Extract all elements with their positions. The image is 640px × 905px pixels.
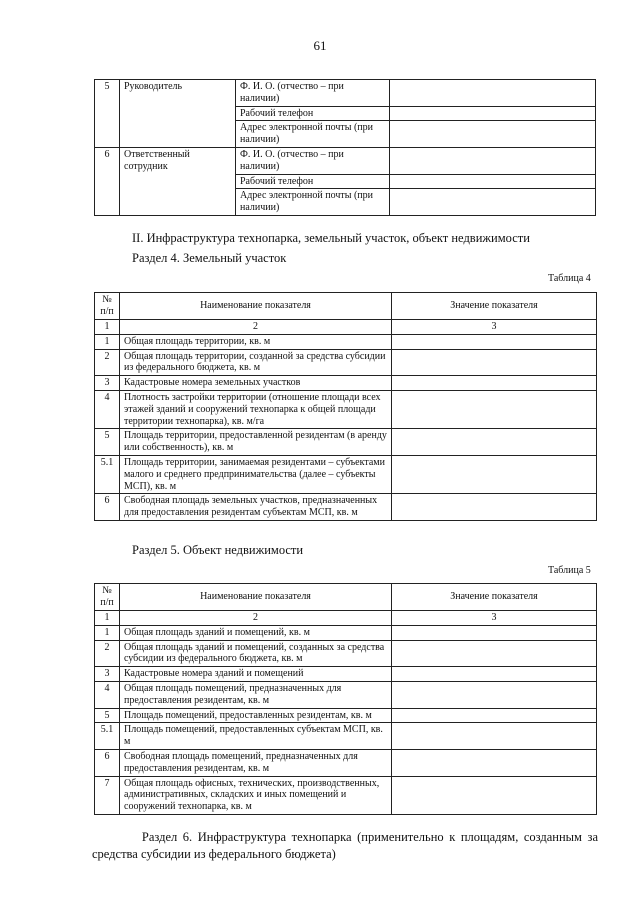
header-value: Значение показателя bbox=[392, 584, 597, 611]
value-cell[interactable] bbox=[392, 625, 597, 640]
table-row bbox=[95, 376, 597, 391]
indicator-name: Общая площадь территории, созданной за средства субсидии из федерального бюджета, кв. м bbox=[120, 349, 392, 376]
value-cell[interactable] bbox=[392, 681, 597, 708]
table-row bbox=[95, 80, 596, 107]
value-cell[interactable] bbox=[392, 455, 597, 493]
value-cell[interactable] bbox=[392, 376, 597, 391]
row-number: 3 bbox=[95, 667, 120, 682]
value-cell[interactable] bbox=[392, 390, 597, 428]
role-name: Руководитель bbox=[120, 80, 236, 148]
col-number: 1 bbox=[95, 320, 120, 335]
value-cell[interactable] bbox=[390, 174, 596, 189]
indicator-name: Общая площадь территории, кв. м bbox=[120, 334, 392, 349]
value-cell[interactable] bbox=[392, 640, 597, 667]
table-5-label: Таблица 5 bbox=[548, 565, 591, 576]
row-number: 5.1 bbox=[95, 455, 120, 493]
header-name: Наименование показателя bbox=[120, 293, 392, 320]
table-header-row bbox=[95, 293, 597, 320]
indicator-name: Площадь помещений, предоставленных резидентам, кв. м bbox=[120, 708, 392, 723]
row-number: 5 bbox=[95, 708, 120, 723]
column-number-row bbox=[95, 320, 597, 335]
field-label: Ф. И. О. (отчество – при наличии) bbox=[236, 80, 390, 107]
row-number: 3 bbox=[95, 376, 120, 391]
field-label: Ф. И. О. (отчество – при наличии) bbox=[236, 147, 390, 174]
value-cell[interactable] bbox=[392, 776, 597, 814]
table-row bbox=[95, 494, 597, 521]
value-cell[interactable] bbox=[392, 494, 597, 521]
page-number: 61 bbox=[313, 38, 327, 53]
value-cell[interactable] bbox=[392, 749, 597, 776]
header-num: № п/п bbox=[95, 293, 120, 320]
table-row bbox=[95, 455, 597, 493]
row-number: 4 bbox=[95, 390, 120, 428]
field-label: Рабочий телефон bbox=[236, 174, 390, 189]
value-cell[interactable] bbox=[392, 667, 597, 682]
table-4 bbox=[94, 292, 597, 521]
table-row bbox=[95, 429, 597, 456]
header-value: Значение показателя bbox=[392, 293, 597, 320]
table-row bbox=[95, 334, 597, 349]
indicator-name: Площадь помещений, предоставленных субъектам МСП, кв. м bbox=[120, 723, 392, 750]
row-number: 1 bbox=[95, 334, 120, 349]
contacts-table bbox=[94, 79, 596, 216]
table-row bbox=[95, 681, 597, 708]
header-name: Наименование показателя bbox=[120, 584, 392, 611]
role-name: Ответственный сотрудник bbox=[120, 147, 236, 215]
indicator-name: Свободная площадь помещений, предназначенных для предоставления резидентам, кв. м bbox=[120, 749, 392, 776]
indicator-name: Общая площадь офисных, технических, производственных, административных, складских и иных помещений и сооружений технопарка, кв. м bbox=[120, 776, 392, 814]
indicator-name: Плотность застройки территории (отношение площади всех этажей зданий и сооружений технопарка к общей площади территории технопарка), кв. м/га bbox=[120, 390, 392, 428]
indicator-name: Общая площадь зданий и помещений, созданных за средства субсидии из федерального бюджета, кв. м bbox=[120, 640, 392, 667]
col-number: 2 bbox=[120, 320, 392, 335]
indicator-name: Общая площадь зданий и помещений, кв. м bbox=[120, 625, 392, 640]
row-number: 5 bbox=[95, 80, 120, 148]
value-cell[interactable] bbox=[392, 723, 597, 750]
table-row bbox=[95, 640, 597, 667]
indicator-name: Кадастровые номера зданий и помещений bbox=[120, 667, 392, 682]
section-2-heading: II. Инфраструктура технопарка, земельный участок, объект недвижимости bbox=[132, 231, 530, 245]
col-number: 1 bbox=[95, 611, 120, 626]
col-number: 2 bbox=[120, 611, 392, 626]
row-number: 6 bbox=[95, 494, 120, 521]
row-number: 2 bbox=[95, 640, 120, 667]
row-number: 6 bbox=[95, 749, 120, 776]
table-row bbox=[95, 708, 597, 723]
header-num: № п/п bbox=[95, 584, 120, 611]
table-row bbox=[95, 349, 597, 376]
row-number: 7 bbox=[95, 776, 120, 814]
field-label: Адрес электронной почты (при наличии) bbox=[236, 189, 390, 216]
row-number: 4 bbox=[95, 681, 120, 708]
table-4-label: Таблица 4 bbox=[548, 273, 591, 284]
row-number: 6 bbox=[95, 147, 120, 215]
indicator-name: Свободная площадь земельных участков, предназначенных для предоставления резидентам субъектам МСП, кв. м bbox=[120, 494, 392, 521]
value-cell[interactable] bbox=[390, 189, 596, 216]
indicator-name: Площадь территории, занимаемая резидентами – субъектами малого и среднего предпринимательства (далее – субъекты МСП), кв. м bbox=[120, 455, 392, 493]
col-number: 3 bbox=[392, 320, 597, 335]
table-header-row bbox=[95, 584, 597, 611]
table-row bbox=[95, 667, 597, 682]
table-row bbox=[95, 390, 597, 428]
value-cell[interactable] bbox=[392, 429, 597, 456]
value-cell[interactable] bbox=[390, 121, 596, 148]
value-cell[interactable] bbox=[392, 349, 597, 376]
section-4-heading: Раздел 4. Земельный участок bbox=[132, 251, 287, 265]
table-5 bbox=[94, 583, 597, 815]
value-cell[interactable] bbox=[392, 334, 597, 349]
row-number: 1 bbox=[95, 625, 120, 640]
indicator-name: Кадастровые номера земельных участков bbox=[120, 376, 392, 391]
field-label: Адрес электронной почты (при наличии) bbox=[236, 121, 390, 148]
table-row bbox=[95, 147, 596, 174]
table-row bbox=[95, 749, 597, 776]
row-number: 5 bbox=[95, 429, 120, 456]
row-number: 2 bbox=[95, 349, 120, 376]
table-row bbox=[95, 723, 597, 750]
indicator-name: Площадь территории, предоставленной резидентам (в аренду или собственность), кв. м bbox=[120, 429, 392, 456]
row-number: 5.1 bbox=[95, 723, 120, 750]
table-row bbox=[95, 776, 597, 814]
section-6-heading bbox=[92, 829, 598, 863]
section-6-text: Раздел 6. Инфраструктура технопарка (применительно к площадям, созданным за средства субсидии из федерального бюджета) bbox=[92, 830, 598, 861]
indicator-name: Общая площадь помещений, предназначенных для предоставления резидентам, кв. м bbox=[120, 681, 392, 708]
column-number-row bbox=[95, 611, 597, 626]
value-cell[interactable] bbox=[390, 147, 596, 174]
col-number: 3 bbox=[392, 611, 597, 626]
table-row bbox=[95, 625, 597, 640]
value-cell[interactable] bbox=[390, 80, 596, 107]
field-label: Рабочий телефон bbox=[236, 106, 390, 121]
value-cell[interactable] bbox=[392, 708, 597, 723]
value-cell[interactable] bbox=[390, 106, 596, 121]
section-5-heading: Раздел 5. Объект недвижимости bbox=[132, 543, 304, 557]
